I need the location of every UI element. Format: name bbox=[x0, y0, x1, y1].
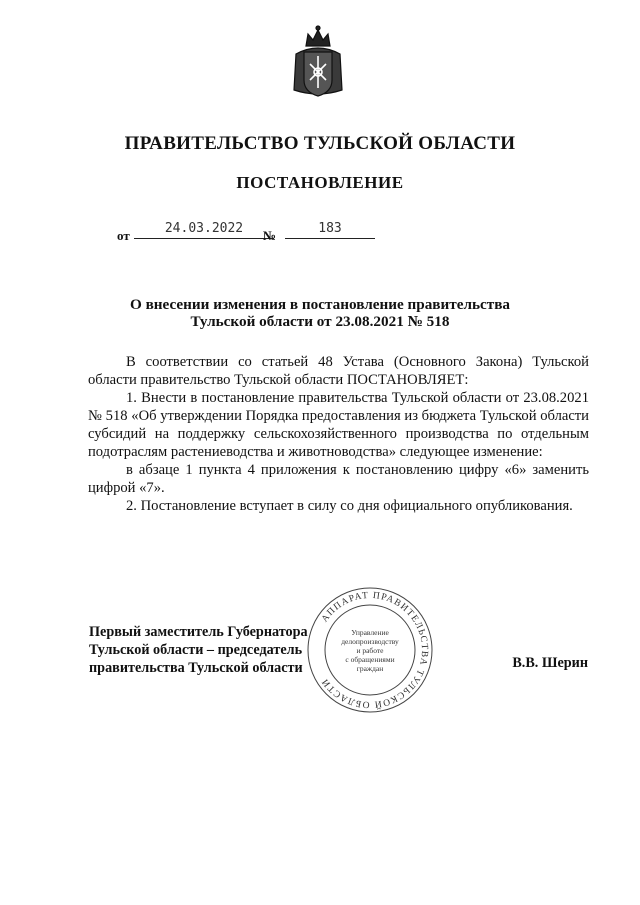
registration-line bbox=[117, 221, 379, 243]
office-stamp bbox=[305, 585, 435, 715]
stamp-line: с обращениями bbox=[345, 655, 395, 664]
signer-position: Первый заместитель Губернатора bbox=[89, 624, 308, 640]
document-number: 183 bbox=[285, 222, 375, 239]
subject-line: О внесении изменения в постановление правительства bbox=[129, 296, 511, 313]
government-title: ПРАВИТЕЛЬСТВО ТУЛЬСКОЙ ОБЛАСТИ bbox=[124, 133, 516, 154]
signature-block bbox=[89, 623, 308, 677]
signer-name: В.В. Шерин bbox=[512, 655, 588, 671]
body-paragraph: 1. Внести в постановление правительства Тульской области от 23.08.2021 № 518 «Об утверждении Порядка предоставления из бюджета Тульской области субсидий на поддержку сельскохозяйственного производства по отдельным подотраслям растениеводства и животноводства» следующее изменение: bbox=[88, 390, 589, 460]
svg-text:АППАРАТ ПРАВИТЕЛЬСТВА ТУЛЬСКОЙ: АППАРАТ ПРАВИТЕЛЬСТВА ТУЛЬСКОЙ ОБЛАСТИ bbox=[320, 590, 430, 710]
date-prefix: от bbox=[117, 228, 130, 243]
signer-position: правительства Тульской области bbox=[89, 660, 303, 676]
tula-coat-of-arms-icon bbox=[288, 24, 348, 104]
stamp-line: Управление bbox=[351, 628, 389, 637]
subject-line: Тульской области от 23.08.2021 № 518 bbox=[190, 313, 450, 330]
body-paragraph: в абзаце 1 пункта 4 приложения к постановлению цифру «6» заменить цифрой «7». bbox=[88, 462, 589, 496]
document-body bbox=[88, 353, 589, 515]
document-type: ПОСТАНОВЛЕНИЕ bbox=[236, 173, 404, 192]
body-paragraph: 2. Постановление вступает в силу со дня официального опубликования. bbox=[126, 498, 573, 514]
body-paragraph: В соответствии со статьей 48 Устава (Основного Закона) Тульской области правительство Тульской области ПОСТАНОВЛЯЕТ: bbox=[88, 354, 589, 388]
document-date: 24.03.2022 bbox=[134, 222, 274, 239]
number-prefix: № bbox=[263, 228, 277, 243]
stamp-line: граждан bbox=[356, 664, 384, 673]
document-subject bbox=[120, 296, 520, 330]
signer-position: Тульской области – председатель bbox=[89, 642, 303, 658]
stamp-line: делопроизводству bbox=[341, 637, 399, 646]
stamp-line: и работе bbox=[356, 646, 384, 655]
